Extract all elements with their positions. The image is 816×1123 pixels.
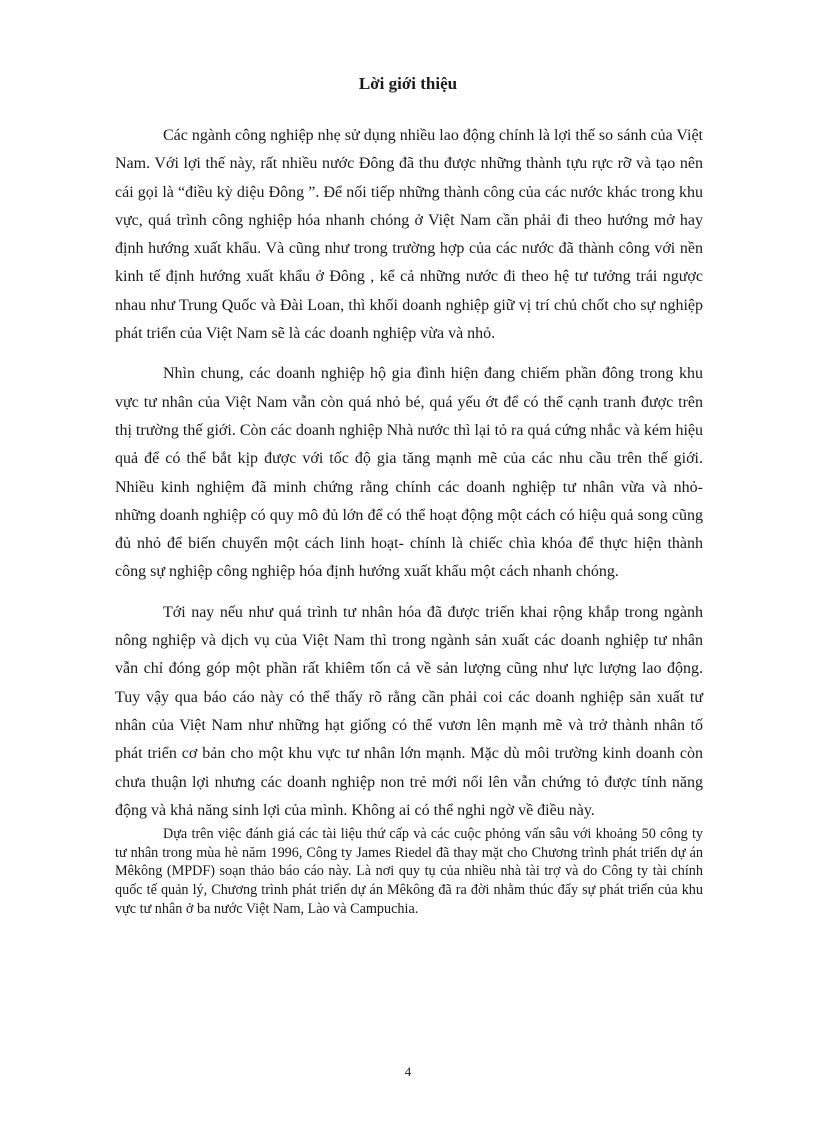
body-text xyxy=(115,122,703,918)
paragraph-1: Các ngành công nghiệp nhẹ sử dụng nhiều lao động chính là lợi thế so sánh của Việt Nam. Với lợi thế này, rất nhiều nước Đông đã thu được những thành tựu rực rỡ và tạo nên cái gọi là “điều kỳ diệu Đông ”. Để nối tiếp những thành công của các nước khác trong khu vực, quá trình công nghiệp hóa nhanh chóng ở Việt Nam cần phải đi theo hướng mở hay định hướng xuất khẩu. Và cũng như trong trường hợp của các nước đã thành công với nền kinh tế định hướng xuất khẩu ở Đông , kể cả những nước đi theo hệ tư tưởng trái ngược nhau như Trung Quốc và Đài Loan, thì khối doanh nghiệp giữ vị trí chủ chốt cho sự nghiệp phát triển của Việt Nam sẽ là các doanh nghiệp vừa và nhỏ. xyxy=(115,127,703,343)
paragraph-3: Tới nay nếu như quá trình tư nhân hóa đã được triển khai rộng khắp trong ngành nông nghiệp và dịch vụ của Việt Nam thì trong ngành sản xuất các doanh nghiệp tư nhân vẫn chỉ đóng góp một phần rất khiêm tốn cả về sản lượng cũng như lực lượng lao động. Tuy vậy qua báo cáo này có thể thấy rõ rằng cần phải coi các doanh nghiệp sản xuất tư nhân của Việt Nam như những hạt giống có thể vươn lên mạnh mẽ và trở thành nhân tố phát triển cơ bản cho một khu vực tư nhân lớn mạnh. Mặc dù môi trường kinh doanh còn chưa thuận lợi nhưng các doanh nghiệp non trẻ mới nổi lên vẫn chứng tỏ được tính năng động và khả năng sinh lợi của mình. Không ai có thể nghi ngờ về điều này. xyxy=(115,603,703,819)
paragraph-4: Dựa trên việc đánh giá các tài liệu thứ cấp và các cuộc phỏng vấn sâu với khoảng 50 công ty tư nhân trong mùa hè năm 1996, Công ty James Riedel đã thay mặt cho Chương trình phát triển dự án Mêkông (MPDF) soạn thảo báo cáo này. Là nơi quy tụ của nhiều nhà tài trợ và do Công ty tài chính quốc tế quản lý, Chương trình phát triển dự án Mêkông đã ra đời nhằm thúc đẩy sự phát triển của khu vực tư nhân ở ba nước Việt Nam, Lào và Campuchia. xyxy=(115,826,703,917)
page-number: 4 xyxy=(404,1064,412,1079)
page-title: Lời giới thiệu xyxy=(358,74,458,93)
paragraph-2: Nhìn chung, các doanh nghiệp hộ gia đình hiện đang chiếm phần đông trong khu vực tư nhân của Việt Nam vẫn còn quá nhỏ bé, quá yếu ớt để có thể cạnh tranh được trên thị trường thế giới. Còn các doanh nghiệp Nhà nước thì lại tỏ ra quá cứng nhắc và kém hiệu quả để có thể bắt kịp được với tốc độ gia tăng mạnh mẽ của các nhu cầu trên thế giới. Nhiều kinh nghiệm đã minh chứng rằng chính các doanh nghiệp tư nhân vừa và nhỏ- những doanh nghiệp có quy mô đủ lớn để có thể hoạt động một cách có hiệu quả song cũng đủ nhỏ để biến chuyển một cách linh hoạt- chính là chiếc chìa khóa để thực hiện thành công sự nghiệp công nghiệp hóa định hướng xuất khẩu một cách nhanh chóng. xyxy=(115,365,703,581)
